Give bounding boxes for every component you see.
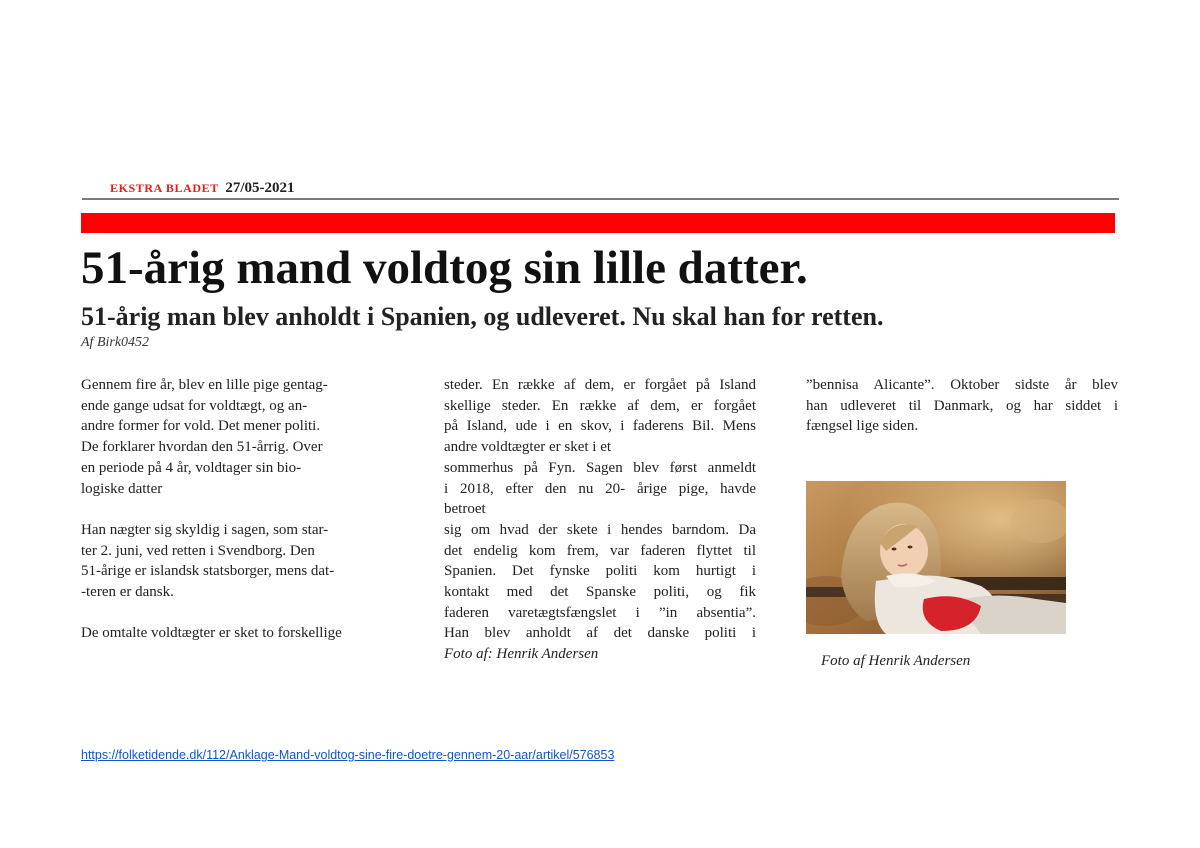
article-photo <box>806 481 1066 634</box>
masthead <box>110 180 295 197</box>
column2-line: steder. En række af dem, er forgået på Island <box>444 377 756 393</box>
column2-line: sig om hvad der skete i hendes barndom. Da <box>444 521 756 538</box>
column3-line: ”bennisa Alicante”. Oktober sidste år blev <box>806 377 1118 393</box>
column2-line: på Island, ude i en skov, i faderens Bil. Mens <box>444 418 756 435</box>
column2-photo-credit: Foto af: Henrik Andersen <box>444 646 599 663</box>
column1-line: Han nægter sig skyldig i sagen, som star- <box>81 521 329 538</box>
red-banner-bar <box>81 213 1115 233</box>
column1-line: ende gange udsat for voldtægt, og an- <box>81 397 308 414</box>
column1-line: 51-årige er islandsk statsborger, mens dat- <box>81 563 335 580</box>
paragraph-gap <box>81 499 381 520</box>
publication-date: 27/05-2021 <box>225 180 295 196</box>
column1-line: De omtalte voldtægter er sket to forskellige <box>81 625 342 642</box>
column2-line: andre voldtægter er sket i et <box>444 439 612 456</box>
column2-line: kontakt med det Spanske politi, og fik <box>444 584 756 601</box>
column1-line: Gennem fire år, blev en lille pige gentag- <box>81 377 328 393</box>
paragraph-gap <box>81 603 381 624</box>
article-column-3 <box>806 375 1118 437</box>
column1-line: ter 2. juni, ved retten i Svendborg. Den <box>81 542 315 559</box>
column1-line: De forklarer hvordan den 51-årrig. Over <box>81 439 323 456</box>
column3-line: fængsel lige siden. <box>806 418 919 435</box>
column1-line: en periode på 4 år, voldtager sin bio- <box>81 459 302 476</box>
article-column-2 <box>444 375 756 665</box>
column2-line: i 2018, efter den nu 20- årige pige, havde <box>444 480 756 497</box>
column2-line: skellige steder. En række af dem, er forgået <box>444 397 756 414</box>
column2-line: Han blev anholdt af det danske politi i <box>444 625 756 642</box>
column1-line: andre former for vold. Det mener politi. <box>81 418 321 435</box>
column2-line: sommerhus på Fyn. Sagen blev først anmeldt <box>444 459 756 476</box>
child-on-bench-illustration <box>806 481 1066 634</box>
column2-line: faderen varetægtsfængslet i ”in absentia”. <box>444 604 756 621</box>
column2-line: det endelig kom frem, var faderen flyttet til <box>444 542 756 559</box>
header-rule <box>82 198 1119 200</box>
column2-line: betroet <box>444 501 486 518</box>
column3-line: han udleveret til Danmark, og har siddet i <box>806 397 1118 414</box>
photo-caption: Foto af Henrik Andersen <box>821 653 971 669</box>
headline: 51-årig mand voldtog sin lille datter. <box>81 242 808 294</box>
column1-line: -teren er dansk. <box>81 584 174 601</box>
publication-name: EKSTRA BLADET <box>110 181 219 195</box>
column2-line: Spanien. Det fynske politi kom hurtigt i <box>444 563 756 580</box>
byline: Af Birk0452 <box>81 335 150 350</box>
subheadline: 51-årig man blev anholdt i Spanien, og udleveret. Nu skal han for retten. <box>81 302 884 331</box>
column1-line: logiske datter <box>81 480 163 497</box>
source-link[interactable]: https://folketidende.dk/112/Anklage-Mand-voldtog-sine-fire-doetre-gennem-20-aar/artikel/576853 <box>81 748 615 762</box>
article-column-1 <box>81 375 381 644</box>
